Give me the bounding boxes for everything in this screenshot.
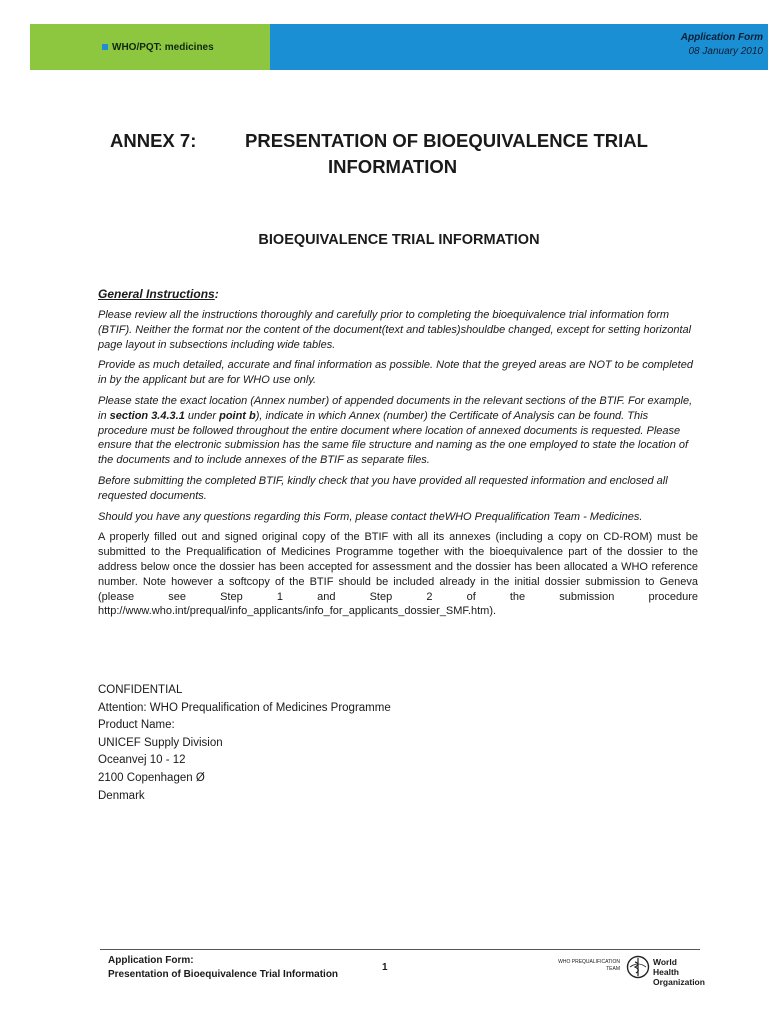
point-ref: point b	[219, 409, 256, 422]
section-ref: section 3.4.3.1	[109, 409, 185, 422]
header-left-label: WHO/PQT: medicines	[112, 41, 214, 53]
page-header	[0, 24, 768, 70]
footer-form-title: Application Form: Presentation of Bioequivalence Trial Information	[108, 955, 339, 980]
paragraph-submission: A properly filled out and signed original copy of the BTIF with all its annexes (including a copy on CD-ROM) must be submitted to the Prequalification of Medicines Programme together with the bioequivalence part of the dossier to the address below once the dossier has been accepted for assessment and the dossier has been allocated a WHO reference number. Note however a softcopy of the BTIF should be included already in the initial dossier submission to Geneva (please see Step 1 and Step 2 of the submission procedure http://www.who.int/prequal/info_applicants/info_for_applicants_dossier_SMF.htm).	[98, 531, 698, 618]
mailing-address	[98, 682, 391, 805]
section-subtitle: BIOEQUIVALENCE TRIAL INFORMATION	[258, 232, 540, 248]
paragraph-before-submitting: Before submitting the completed BTIF, kindly check that you have provided all requested information and enclosed all requested documents.	[98, 474, 668, 502]
paragraph-location: Please state the exact location (Annex number) of appended documents in the relevant sections of the BTIF. For example, in section 3.4.3.1 under point b), indicate in which Annex (number) the Certificate of Analysis can be found. This procedure must be followed throughout the entire document where location of annexed documents is requested. Please ensure that the electronic submission has the same file structure and naming as the one employed to state the location of the documents and to include annexes of the BTIF as separate files.	[98, 394, 693, 467]
who-emblem-icon	[626, 955, 650, 979]
address-line: Denmark	[98, 789, 145, 802]
who-logo	[556, 955, 705, 987]
address-line: 2100 Copenhagen Ø	[98, 771, 205, 784]
paragraph-provide: Provide as much detailed, accurate and final information as possible. Note that the greyed areas are NOT to be completed in by the applicant but are for WHO use only.	[98, 359, 693, 387]
annex-label: ANNEX 7:	[110, 130, 197, 151]
header-form-title: Application Form	[680, 32, 763, 43]
square-bullet-icon	[102, 44, 108, 50]
title-line-2: INFORMATION	[328, 156, 458, 177]
header-left-band	[30, 24, 270, 70]
title-line-1: PRESENTATION OF BIOEQUIVALENCE TRIAL	[245, 130, 648, 151]
address-line: Attention: WHO Prequalification of Medicines Programme	[98, 701, 391, 714]
general-instructions-heading: General Instructions:	[98, 287, 219, 301]
address-line: CONFIDENTIAL	[98, 684, 183, 696]
footer-divider	[100, 949, 700, 950]
address-line: UNICEF Supply Division	[98, 736, 223, 749]
address-line: Oceanvej 10 - 12	[98, 754, 186, 767]
instructions-body	[98, 308, 698, 625]
paragraph-questions: Should you have any questions regarding this Form, please contact theWHO Prequalification Team - Medicines.	[98, 510, 643, 523]
prequal-team-label: WHO PREQUALIFICATION TEAM	[558, 959, 620, 972]
page-number: 1	[382, 962, 388, 973]
address-line: Product Name:	[98, 719, 175, 732]
header-right-band	[270, 24, 768, 70]
paragraph-review: Please review all the instructions thoroughly and carefully prior to completing the bioequivalence trial information form (BTIF). Neither the format nor the content of the document(text and tables)shouldbe changed, except for setting horizontal page layout in subsections including wide tables.	[98, 309, 692, 351]
who-name-label: World Health Organization	[653, 957, 705, 987]
header-date: 08 January 2010	[688, 46, 763, 57]
